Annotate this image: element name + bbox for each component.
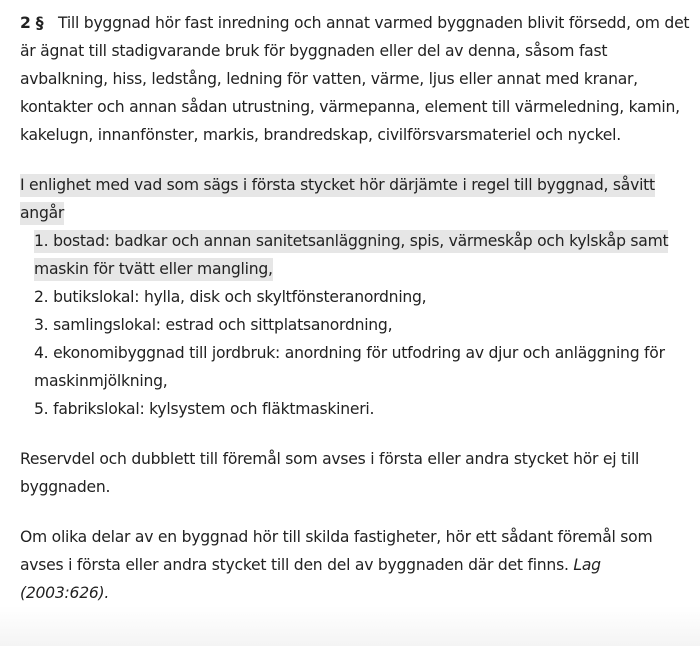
list-item-1-text: 1. bostad: badkar och annan sanitetsanläggning, spis, värmeskåp och kylskåp samt maskin för tvätt eller mangling,: [34, 230, 668, 281]
section-number: 2 §: [20, 14, 44, 32]
law-section: [20, 9, 692, 629]
list-item-5: 5. fabrikslokal: kylsystem och fläktmaskineri.: [34, 400, 375, 418]
paragraph-1: [20, 9, 692, 149]
list-item-3: 3. samlingslokal: estrad och sittplatsanordning,: [34, 316, 393, 334]
paragraph-4-text: Om olika delar av en byggnad hör till skilda fastigheter, hör ett sådant föremål som avses i första eller andra stycket till den del av byggnaden där det finns.: [20, 528, 653, 574]
list-item-2: 2. butikslokal: hylla, disk och skyltfönsteranordning,: [34, 288, 427, 306]
paragraph-1-text: Till byggnad hör fast inredning och annat varmed byggnaden blivit försedd, om det är ägnat till stadigvarande bruk för byggnaden eller del av denna, såsom fast avbalkning, hiss, ledstång, ledning för vatten, värme, ljus eller annat med kranar, kontakter och annan sådan utrustning, värmepanna, element till värmeledning, kamin, kakelugn, innanfönster, markis, brandredskap, civilförsvarsmateriel och nyckel.: [20, 14, 690, 144]
paragraph-3: Reservdel och dubblett till föremål som avses i första eller andra stycket hör ej till byggnaden.: [20, 450, 640, 496]
paragraph-2: [20, 171, 692, 423]
paragraph-2-intro: I enlighet med vad som sägs i första stycket hör därjämte i regel till byggnad, såvitt angår: [20, 174, 655, 225]
paragraph-4: [20, 523, 692, 607]
list-item-4: 4. ekonomibyggnad till jordbruk: anordning för utfodring av djur och anläggning för maskinmjölkning,: [34, 344, 665, 390]
list-item-1: [20, 227, 692, 283]
law-reference: Lag (2003:626).: [20, 556, 601, 602]
